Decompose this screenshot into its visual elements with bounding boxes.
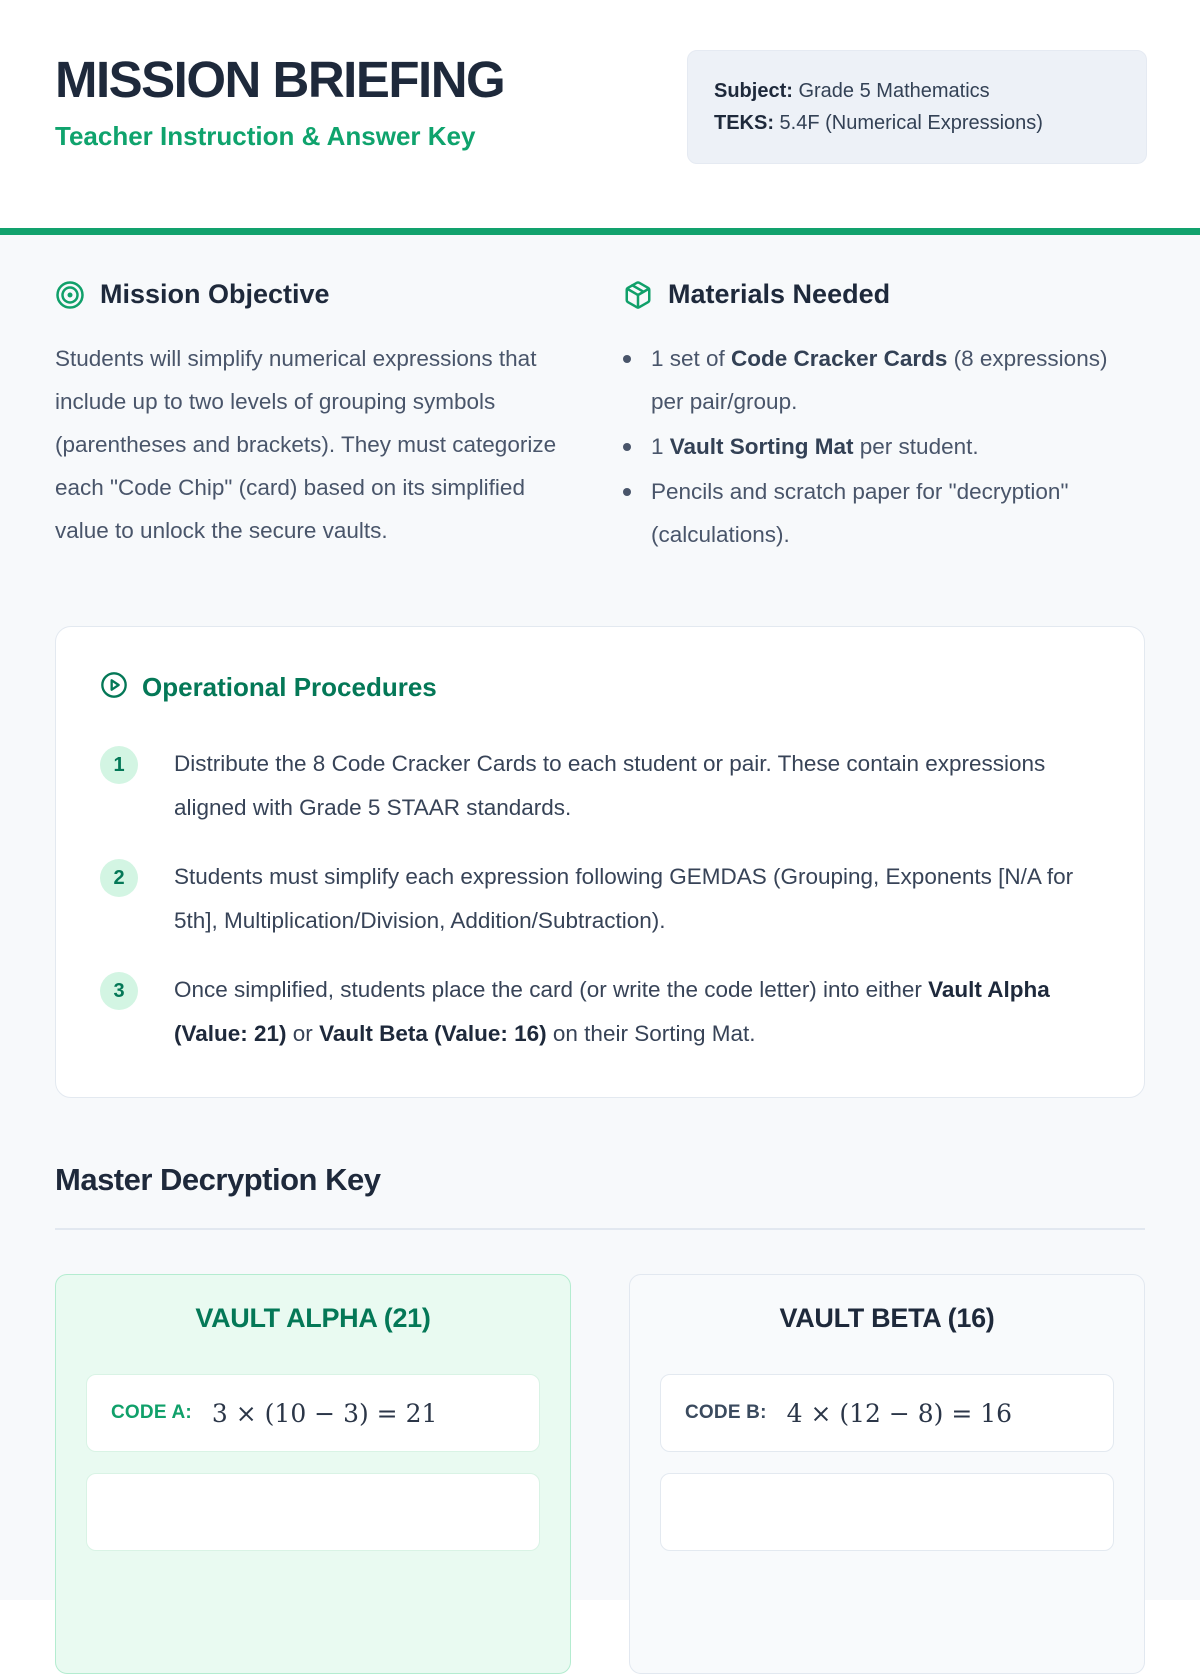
mission-objective-header <box>55 279 577 310</box>
page-title: MISSION BRIEFING <box>55 51 505 108</box>
mission-objective-heading: Mission Objective <box>100 279 330 309</box>
list-item <box>623 425 1145 468</box>
vault-alpha-title: VAULT ALPHA (21) <box>195 1303 431 1333</box>
material-item-text <box>651 470 1145 556</box>
vault-beta-title: VAULT BETA (16) <box>779 1303 995 1333</box>
step-text <box>174 968 1096 1056</box>
objective-materials-row <box>55 279 1145 558</box>
material-text-pre: 1 set of <box>651 346 732 371</box>
play-circle-icon <box>100 671 128 704</box>
materials-needed-section <box>623 279 1145 558</box>
vault-cards-row <box>55 1274 1145 1674</box>
procedure-step-1 <box>100 742 1096 830</box>
material-item-text <box>651 425 979 468</box>
subject-label: Subject: <box>714 80 793 102</box>
material-text-post: (8 expressions) per pair/group. <box>651 346 1108 414</box>
material-text-bold: Code Cracker Cards <box>731 346 948 371</box>
code-a-label: CODE A: <box>111 1402 192 1423</box>
vault-alpha-card <box>55 1274 571 1674</box>
subject-meta-box <box>687 50 1147 164</box>
vault-beta-card <box>629 1274 1145 1674</box>
section-divider <box>55 1228 1145 1230</box>
step-number-badge: 3 <box>100 972 138 1010</box>
page-subtitle: Teacher Instruction & Answer Key <box>55 121 476 151</box>
code-a-expression: 3 × (10 − 3) = 21 <box>211 1398 438 1428</box>
step-text-mid: or <box>286 1021 320 1046</box>
step-text: Distribute the 8 Code Cracker Cards to each student or pair. These contain expressions aligned with Grade 5 STAAR standards. <box>174 751 1046 820</box>
step-number-badge: 2 <box>100 859 138 897</box>
materials-list <box>623 337 1145 556</box>
bullet-icon <box>623 443 631 451</box>
master-decryption-key-heading: Master Decryption Key <box>55 1162 381 1197</box>
code-b-expression: 4 × (12 − 8) = 16 <box>786 1398 1013 1428</box>
step-text-bold-alpha: Vault Alpha (Value: 21) <box>174 977 1050 1046</box>
code-box-partial <box>86 1473 540 1551</box>
material-text-pre: 1 <box>651 434 670 459</box>
procedure-steps <box>100 742 1096 1056</box>
step-text: Students must simplify each expression following GEMDAS (Grouping, Exponents [N/A for 5th], Multiplication/Division, Addition/Subtraction). <box>174 864 1074 933</box>
subject-line <box>714 75 1120 107</box>
teks-line <box>714 107 1120 139</box>
code-b-label: CODE B: <box>685 1402 767 1423</box>
material-text-pre: Pencils and scratch paper for "decryption" (calculations). <box>651 479 1069 547</box>
bullet-icon <box>623 355 631 363</box>
operational-procedures-header <box>100 671 1096 704</box>
materials-needed-heading: Materials Needed <box>668 279 891 309</box>
subject-value: Grade 5 Mathematics <box>792 80 990 102</box>
materials-needed-header <box>623 279 1145 310</box>
header-accent-bar <box>0 228 1200 235</box>
step-number-badge: 1 <box>100 746 138 784</box>
operational-procedures-heading: Operational Procedures <box>142 672 437 702</box>
code-a-box <box>86 1374 540 1452</box>
material-text-post: per student. <box>853 434 979 459</box>
list-item <box>623 337 1145 423</box>
step-text-pre: Once simplified, students place the card (or write the code letter) into either <box>174 977 929 1002</box>
bullet-icon <box>623 488 631 496</box>
teks-value: 5.4F (Numerical Expressions) <box>774 112 1043 134</box>
step-text-post: on their Sorting Mat. <box>546 1021 756 1046</box>
teks-label: TEKS: <box>714 112 774 134</box>
code-box-partial <box>660 1473 1114 1551</box>
mission-objective-text: Students will simplify numerical expressions that include up to two levels of grouping symbols (parentheses and brackets). They must categorize each "Code Chip" (card) based on its simplified value to unlock the secure vaults. <box>55 346 557 543</box>
procedure-step-3 <box>100 968 1096 1056</box>
page-header <box>0 0 1200 228</box>
mission-objective-section <box>55 279 577 558</box>
header-titles <box>55 50 504 152</box>
step-text-bold-beta: Vault Beta (Value: 16) <box>319 1021 547 1046</box>
list-item <box>623 470 1145 556</box>
operational-procedures-card <box>55 626 1145 1098</box>
material-text-bold: Vault Sorting Mat <box>669 434 854 459</box>
package-icon <box>623 280 653 310</box>
page-content <box>0 235 1200 1600</box>
target-icon <box>55 280 85 310</box>
material-item-text <box>651 337 1145 423</box>
procedure-step-2 <box>100 855 1096 943</box>
code-b-box <box>660 1374 1114 1452</box>
